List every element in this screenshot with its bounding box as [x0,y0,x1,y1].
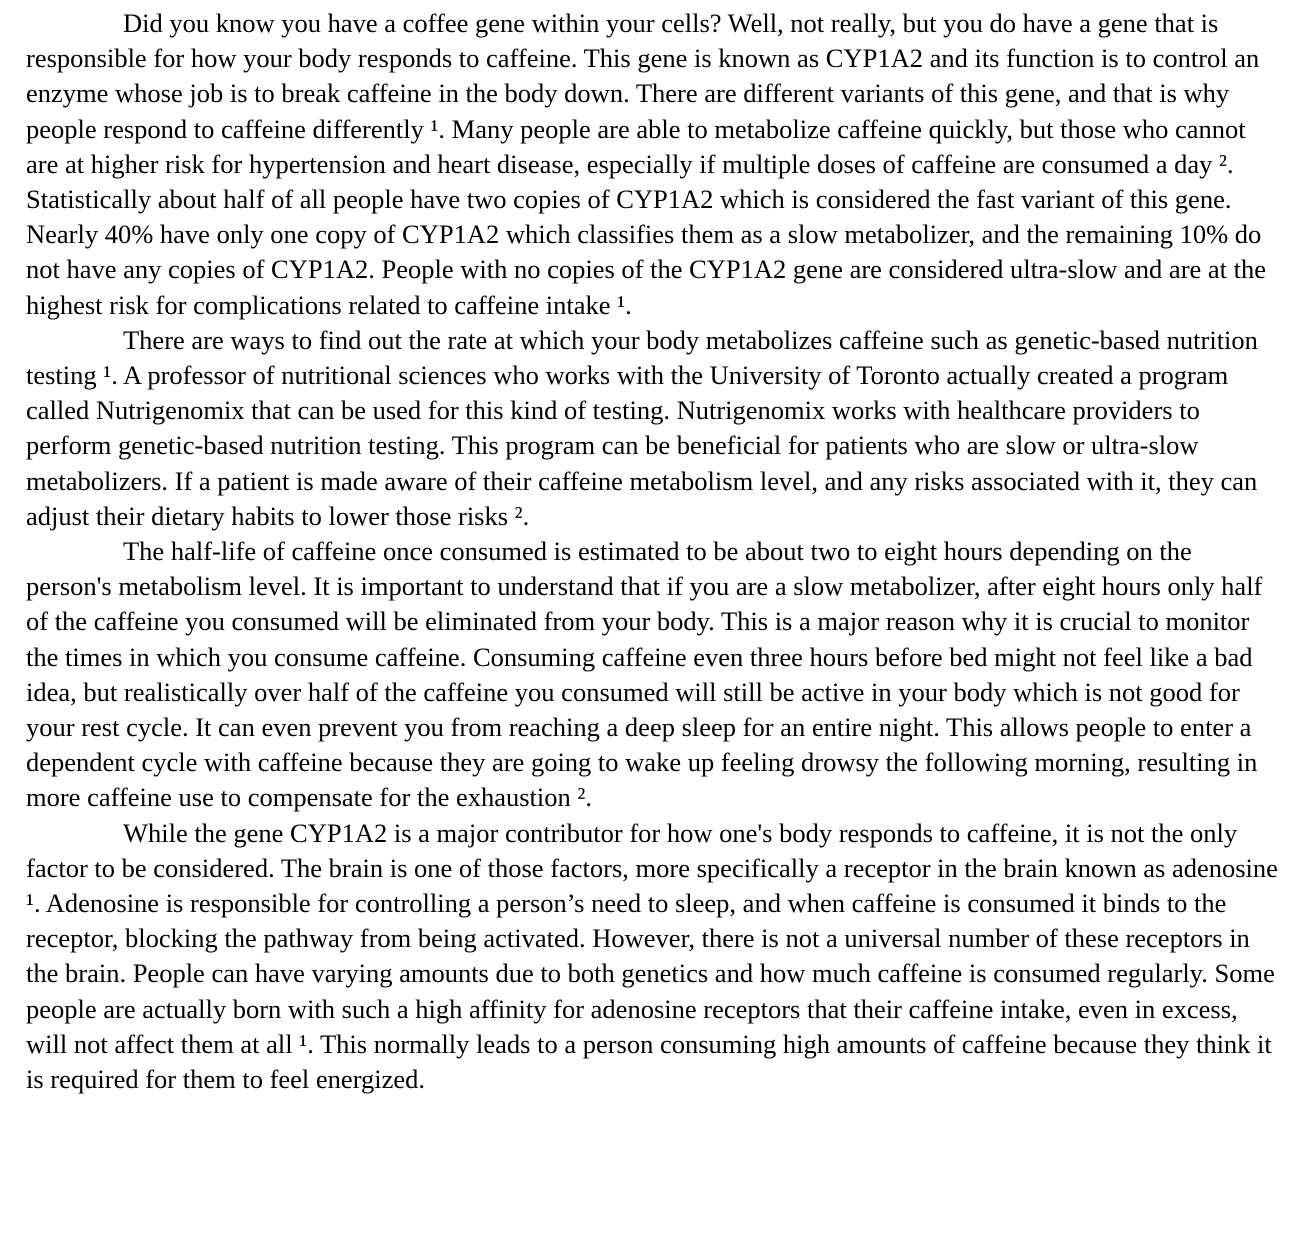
paragraph-cyp1a2-gene: Did you know you have a coffee gene within your cells? Well, not really, but you do have a gene that is responsible for how your body responds to caffeine. This gene is known as CYP1A2 and its function is to control an enzyme whose job is to break caffeine in the body down. There are different variants of this gene, and that is why people respond to caffeine differently ¹. Many people are able to metabolize caffeine quickly, but those who cannot are at higher risk for hypertension and heart disease, especially if multiple doses of caffeine are consumed a day ². Statistically about half of all people have two copies of CYP1A2 which is considered the fast variant of this gene. Nearly 40% have only one copy of CYP1A2 which classifies them as a slow metabolizer, and the remaining 10% do not have any copies of CYP1A2. People with no copies of the CYP1A2 gene are considered ultra-slow and are at the highest risk for complications related to caffeine intake ¹. [26,8,1267,320]
paragraph-caffeine-half-life: The half-life of caffeine once consumed is estimated to be about two to eight hours depending on the person's metabolism level. It is important to understand that if you are a slow metabolizer, after eight hours only half of the caffeine you consumed will be eliminated from your body. This is a major reason why it is crucial to monitor the times in which you consume caffeine. Consuming caffeine even three hours before bed might not feel like a bad idea, but realistically over half of the caffeine you consumed will still be active in your body which is not good for your rest cycle. It can even prevent you from reaching a deep sleep for an entire night. This allows people to enter a dependent cycle with caffeine because they are going to wake up feeling drowsy the following morning, resulting in more caffeine use to compensate for the exhaustion ². [26,536,1263,813]
document-body [26,6,1278,1097]
paragraph-adenosine-receptor: While the gene CYP1A2 is a major contributor for how one's body responds to caffeine, it is not the only factor to be considered. The brain is one of those factors, more specifically a receptor in the brain known as adenosine ¹. Adenosine is responsible for controlling a person’s need to sleep, and when caffeine is consumed it binds to the receptor, blocking the pathway from being activated. However, there is not a universal number of these receptors in the brain. People can have varying amounts due to both genetics and how much caffeine is consumed regularly. Some people are actually born with such a high affinity for adenosine receptors that their caffeine intake, even in excess, will not affect them at all ¹. This normally leads to a person consuming high amounts of caffeine because they think it is required for them to feel energized. [26,817,1278,1095]
paragraph-genetic-testing: There are ways to find out the rate at which your body metabolizes caffeine such as genetic-based nutrition testing ¹. A professor of nutritional sciences who works with the University of Toronto actually created a program called Nutrigenomix that can be used for this kind of testing. Nutrigenomix works with healthcare providers to perform genetic-based nutrition testing. This program can be beneficial for patients who are slow or ultra-slow metabolizers. If a patient is made aware of their caffeine metabolism level, and any risks associated with it, they can adjust their dietary habits to lower those risks ². [26,324,1258,531]
